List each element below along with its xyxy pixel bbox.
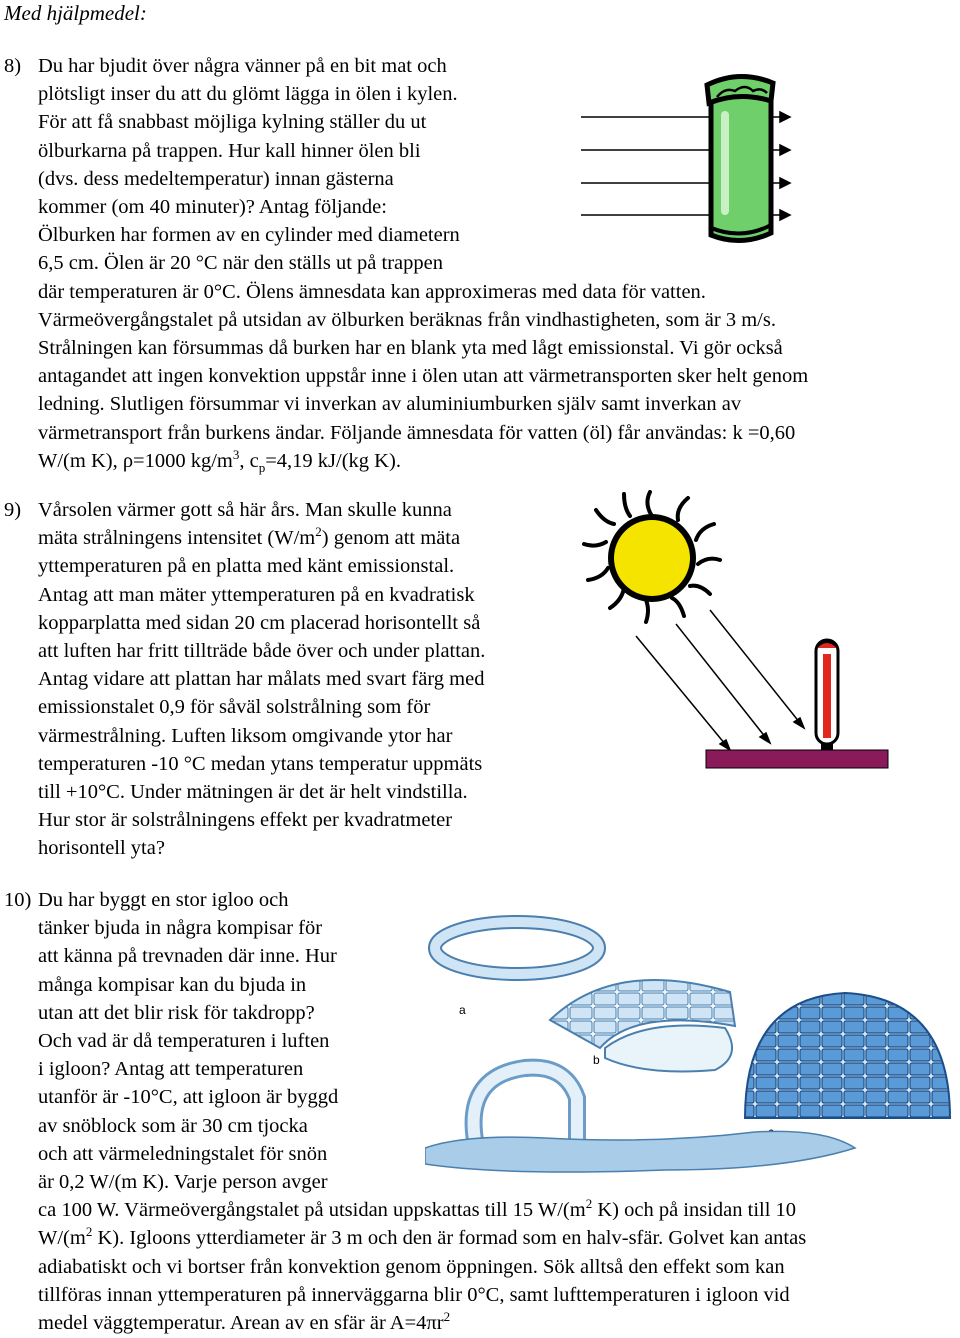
q8-line: Värmeövergångstalet på utsidan av ölburken beräknas från vindhastigheten, som är 3 m/s. [38, 308, 776, 331]
q10-line: utanför är -10°C, att igloon är byggd [38, 1086, 339, 1109]
q8-line-last: W/(m K), ρ=1000 $kg/m^3$, $c_p=4,19$ kJ/(kg K). [38, 447, 401, 475]
q10-line: många kompisar kan du bjuda in [38, 973, 307, 996]
q9-line: värmestrålning. Luften liksom omgivande ytor har [38, 724, 453, 747]
q10-line: ca 100 W. Värmeövergångstalet på utsidan uppskattas till 15 $W/(m^2$ K) och på insidan till 10 [38, 1196, 797, 1222]
q9-line: emissionstalet 0,9 för såväl solstrålning som för [38, 696, 431, 719]
igloo-label-b: b [593, 1053, 600, 1067]
q9-line: mäta strålningens intensitet $(W/m^2)$ genom att mäta [38, 524, 461, 550]
question-number-8: 8) [4, 55, 22, 77]
igloo-stage-c [745, 993, 950, 1139]
q8-line: plötsligt inser du att du glömt lägga in ölen i kylen. [38, 83, 458, 106]
q8-line: värmetransport från burkens ändar. Följande ämnesdata för vatten (öl) får användas: k =0,60 [38, 421, 796, 444]
beer-can-icon [707, 76, 773, 240]
q9-line: Hur stor är solstrålningens effekt per kvadratmeter [38, 809, 453, 832]
page-header: Med hjälpmedel: [4, 1, 147, 25]
q8-line: Du har bjudit över några vänner på en bit mat och [38, 55, 447, 77]
thermometer-icon [816, 640, 838, 750]
q9-line: till +10°C. Under mätningen är det är helt vindstilla. [38, 781, 468, 804]
q8-line: kommer (om 40 minuter)? Antag följande: [38, 196, 387, 219]
igloo-stage-b [550, 980, 735, 1072]
q9-line: att luften har fritt tillträde både över och under plattan. [38, 640, 486, 663]
q9-line: yttemperaturen på en platta med känt emissionstal. [38, 555, 455, 578]
q10-line: adiabatiskt och vi bortser från konvektion genom öppningen. Sök alltså den effekt som kan [38, 1255, 785, 1278]
igloo-figure [425, 908, 960, 1180]
q10-line: tillföras innan yttemperaturen på innerväggarna blir 0°C, samt lufttemperaturen i igloon vid [38, 1283, 790, 1306]
q9-line: temperaturen -10 °C medan ytans temperatur uppmäts [38, 752, 483, 775]
q10-line: i igloon? Antag att temperaturen [38, 1058, 304, 1081]
question-9-text [38, 496, 485, 863]
q10-line: utan att det blir risk för takdropp? [38, 1001, 315, 1024]
sun-thermometer-figure [580, 488, 900, 773]
q10-line: tänker bjuda in några kompisar för [38, 917, 323, 940]
q10-line: Du har byggt en stor igloo och [38, 889, 289, 911]
q10-line: att känna på trevnaden där inne. Hur [38, 945, 337, 968]
q10-line-last: medel väggtemperatur. Arean av en sfär är $A=4\pi r^2$ [38, 1309, 451, 1335]
igloo-label-a: a [459, 1003, 466, 1017]
beer-can-figure [575, 65, 795, 250]
sun-icon [584, 492, 720, 622]
question-number-10: 10) [4, 889, 32, 911]
q10-line: av snöblock som är 30 cm tjocka [38, 1114, 308, 1137]
q8-line: För att få snabbast möjliga kylning ställer du ut [38, 111, 427, 134]
q9-line: kopparplatta med sidan 20 cm placerad horisontellt så [38, 611, 481, 634]
q9-line: Antag att man mäter yttemperaturen på en kvadratisk [38, 583, 475, 606]
q10-line: och att värmeledningstalet för snön [38, 1142, 328, 1165]
question-number-9: 9) [4, 499, 22, 521]
q9-line: Antag vidare att plattan har målats med svart färg med [38, 668, 485, 691]
q10-line: Och vad är då temperaturen i luften [38, 1030, 330, 1053]
q10-line: är 0,2 W/(m K). Varje person avger [38, 1171, 328, 1194]
q9-line: Vårsolen värmer gott så här års. Man skulle kunna [38, 499, 452, 521]
q10-line: $W/(m^2$ K). Igloons ytterdiameter är 3 m och den är formad som en halv-sfär. Golvet kan antas [38, 1224, 807, 1250]
q8-line: Ölburken har formen av en cylinder med diametern [38, 224, 460, 247]
q8-line: ölburkarna på trappen. Hur kall hinner ölen bli [38, 139, 421, 162]
q8-line: (dvs. dess medeltemperatur) innan gästerna [38, 167, 394, 190]
q8-line: ledning. Slutligen försummar vi inverkan av aluminiumburken själv samt inverkan av [38, 393, 742, 416]
copper-plate [706, 750, 888, 768]
q8-line: 6,5 cm. Ölen är 20 °C när den ställs ut på trappen [38, 252, 443, 275]
q8-line: där temperaturen är 0°C. Ölens ämnesdata kan approximeras med data för vatten. [38, 280, 706, 303]
q8-line: Strålningen kan försummas då burken har en blank yta med lågt emissionstal. Vi gör också [38, 337, 783, 360]
sun-rays [636, 610, 804, 750]
q8-line: antagandet att ingen konvektion uppstår inne i ölen utan att värmetransporten sker helt genom [38, 365, 809, 388]
q9-line: horisontell yta? [38, 837, 165, 860]
